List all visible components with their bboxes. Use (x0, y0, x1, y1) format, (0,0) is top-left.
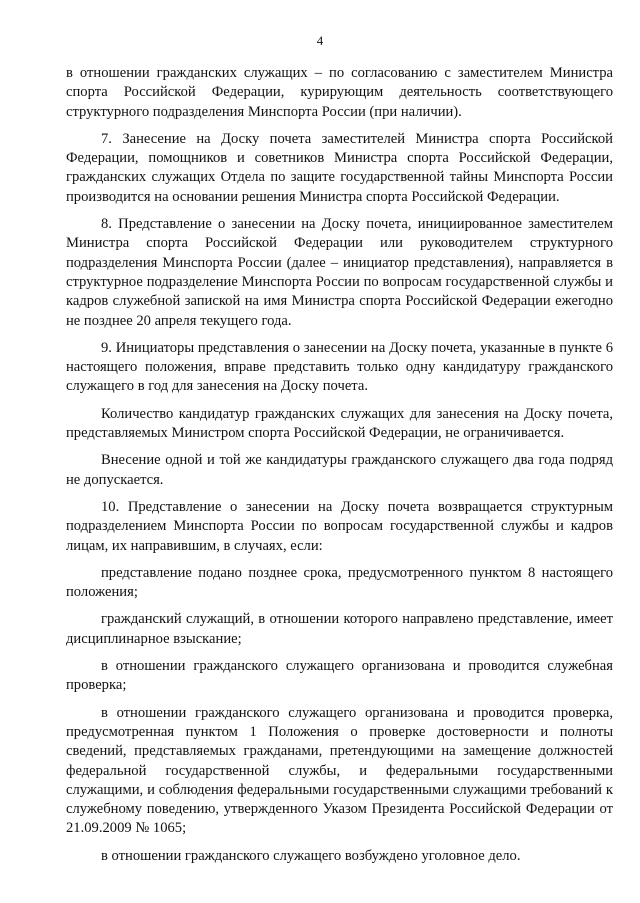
paragraph-item-9: 9. Инициаторы представления о занесении на Доску почета, указанные в пункте 6 настоящего положения, вправе представить только одну кандидатуру гражданского служащего в год для занесения на Доску почета. (66, 339, 613, 395)
paragraph-item-7: 7. Занесение на Доску почета заместителей Министра спорта Российской Федерации, помощников и советников Министра спорта Российской Федерации, гражданских служащих Отдела по защите государственной тайны Минспорта России производится на основании решения Министра спорта Российской Федерации. (66, 130, 613, 205)
paragraph-coordination: в отношении гражданских служащих – по согласованию с заместителем Министра спорта Российской Федерации, курирующим деятельность соответствующего структурного подразделения Минспорта России (при наличии). (66, 65, 613, 120)
paragraph-case-criminal: в отношении гражданского служащего возбуждено уголовное дело. (101, 847, 521, 864)
paragraph-item-10: 10. Представление о занесении на Доску почета возвращается структурным подразделением Минспорта России по вопросам государственной службы и кадров лицам, их направившим, в случаях, если: (66, 498, 613, 554)
paragraph-case-verification: в отношении гражданского служащего организована и проводится проверка, предусмотренная пунктом 1 Положения о проверке достоверности и полноты сведений, представляемых гражданами, претендующими на замещение должностей федеральной государственной службы, и федеральными государственными служащими, и соблюдения федеральными государственными служащими требований к служебному поведению, утвержденного Указом Президента Российской Федерации от 21.09.2009 № 1065; (66, 704, 613, 837)
page-number: 4 (316, 33, 324, 48)
paragraph-case-disciplinary: гражданский служащий, в отношении которого направлено представление, имеет дисциплинарное взыскание; (66, 611, 613, 647)
paragraph-repeat-restriction: Внесение одной и той же кандидатуры гражданского служащего два года подряд не допускается. (66, 452, 613, 488)
paragraph-candidate-count: Количество кандидатур гражданских служащих для занесения на Доску почета, представляемых Министром спорта Российской Федерации, не ограничивается. (66, 405, 613, 442)
paragraph-item-8: 8. Представление о занесении на Доску почета, инициированное заместителем Министра спорта Российской Федерации или руководителем структурного подразделения Минспорта России (далее – инициатор представления), направляется в структурное подразделение Минспорта России по вопросам государственной службы и кадров служебной запиской на имя Министра спорта Российской Федерации ежегодно не позднее 20 апреля текущего года. (66, 216, 613, 329)
paragraph-case-late-submission: представление подано позднее срока, предусмотренного пунктом 8 настоящего положения; (66, 564, 613, 601)
paragraph-case-internal-inspection: в отношении гражданского служащего организована и проводится служебная проверка; (66, 658, 613, 694)
